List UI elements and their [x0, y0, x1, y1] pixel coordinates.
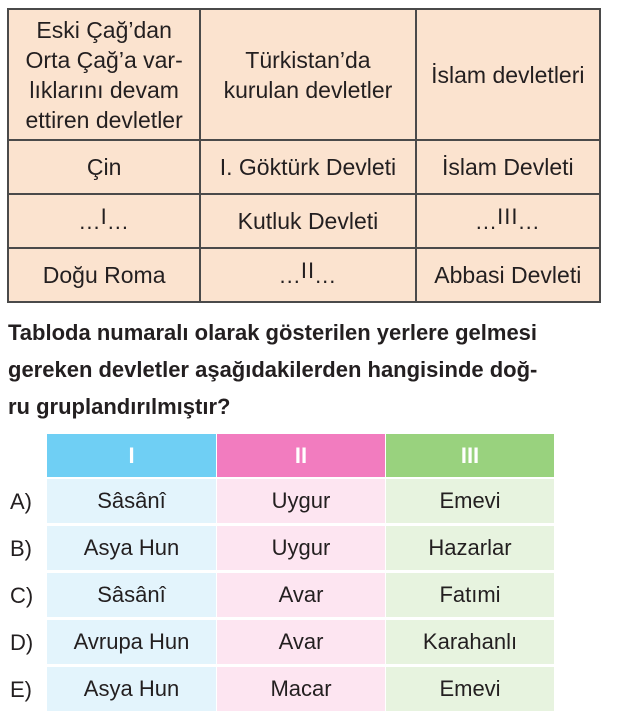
option-cell: Asya Hun: [47, 667, 216, 711]
option-c[interactable]: [0, 573, 618, 619]
table-row: [8, 140, 600, 194]
option-cell: Fatımi: [386, 573, 554, 617]
table-cell: Doğu Roma: [8, 248, 200, 302]
option-letter: C): [10, 583, 34, 608]
options-header-iii: III: [386, 434, 554, 477]
blank-marker-ii: ...$^{II}$...: [200, 248, 415, 302]
option-cell: Emevi: [386, 479, 554, 523]
header-islamic-states: İslam devletleri: [416, 9, 600, 140]
question-text: Tabloda numaralı olarak gösterilen yerlere gelmesi gereken devletler aşağıdakilerden hangisinde doğ- ru gruplandırılmıştır?: [8, 320, 538, 419]
table-row: [8, 248, 600, 302]
options-header-i: I: [47, 434, 216, 477]
table-header-row: [8, 9, 600, 140]
option-letter: E): [10, 677, 32, 702]
option-cell: Macar: [217, 667, 385, 711]
option-cell: Avar: [217, 573, 385, 617]
option-d[interactable]: [0, 620, 618, 666]
option-cell: Avrupa Hun: [47, 620, 216, 664]
option-b[interactable]: [0, 526, 618, 572]
table-cell: Abbasi Devleti: [416, 248, 600, 302]
option-cell: Karahanlı: [386, 620, 554, 664]
blank-marker-iii: ...$^{III}$...: [416, 194, 600, 248]
header-turkistan-states: Türkistan’da kurulan devletler: [200, 9, 415, 140]
table-cell: Kutluk Devleti: [200, 194, 415, 248]
option-cell: Sâsânî: [47, 573, 216, 617]
blank-marker-i: ...$^I$...: [8, 194, 200, 248]
option-letter: D): [10, 630, 34, 655]
header-ancient-states: Eski Çağ’dan Orta Çağ’a var- lıklarını devam ettiren devletler: [8, 9, 200, 140]
option-cell: Avar: [217, 620, 385, 664]
option-cell: Sâsânî: [47, 479, 216, 523]
table-cell: İslam Devleti: [416, 140, 600, 194]
table-cell: Çin: [8, 140, 200, 194]
option-e[interactable]: [0, 667, 618, 713]
option-cell: Asya Hun: [47, 526, 216, 570]
table-cell: I. Göktürk Devleti: [200, 140, 415, 194]
option-cell: Uygur: [217, 526, 385, 570]
option-letter: B): [10, 536, 32, 561]
option-cell: Emevi: [386, 667, 554, 711]
option-cell: Uygur: [217, 479, 385, 523]
option-a[interactable]: [0, 479, 618, 525]
table-row: [8, 194, 600, 248]
option-letter: A): [10, 489, 32, 514]
states-table: [7, 8, 601, 303]
options-header-ii: II: [217, 434, 385, 477]
option-cell: Hazarlar: [386, 526, 554, 570]
